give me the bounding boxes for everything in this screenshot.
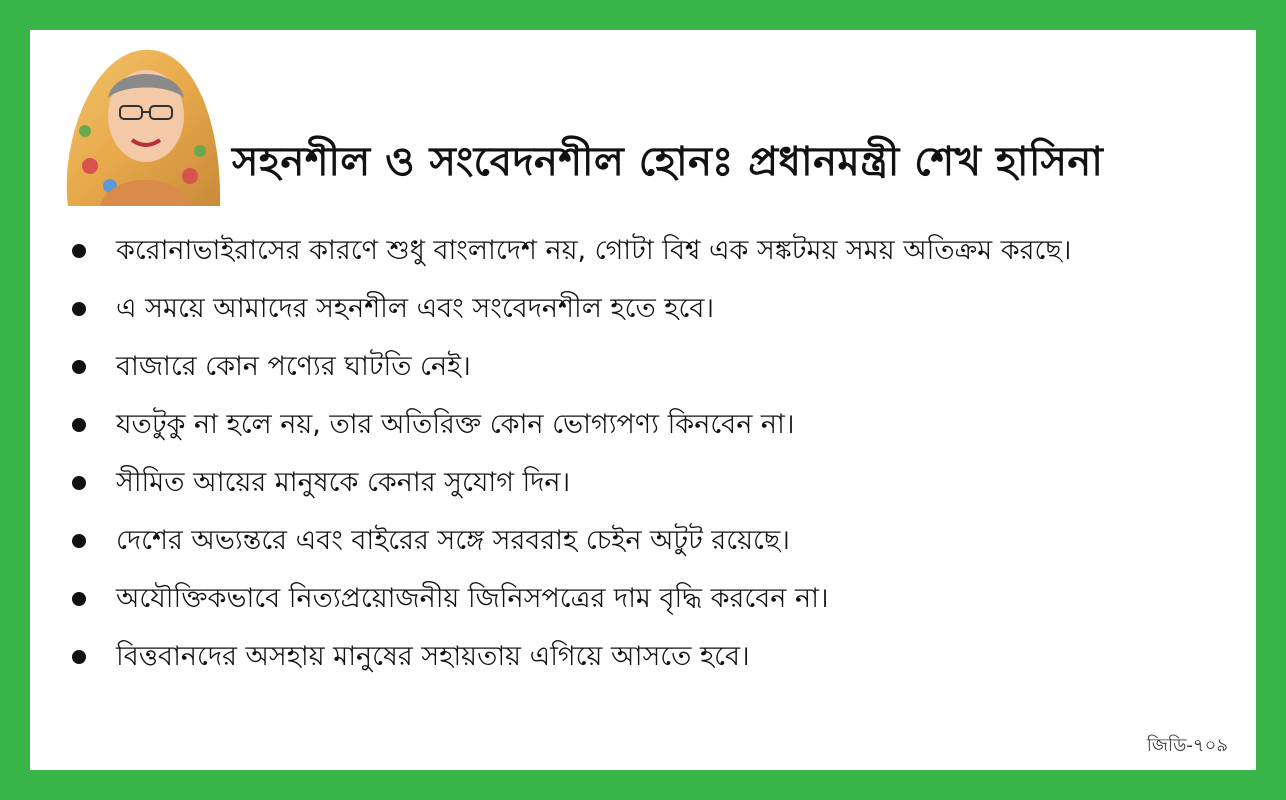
list-item	[66, 286, 1236, 332]
list-item	[66, 634, 1236, 680]
list-item-text: যতটুকু না হলে নয়, তার অতিরিক্ত কোন ভোগ্যপণ্য কিনবেন না।	[116, 409, 795, 440]
bullet-icon	[72, 592, 86, 606]
bullet-icon	[72, 534, 86, 548]
list-item	[66, 344, 1236, 390]
list-item-text: এ সময়ে আমাদের সহনশীল এবং সংবেদনশীল হতে হবে।	[116, 293, 715, 324]
list-item	[66, 518, 1236, 564]
bullet-icon	[72, 302, 86, 316]
bullet-icon	[72, 650, 86, 664]
reference-code: জিডি-৭০৯	[1146, 735, 1228, 756]
bullet-icon	[72, 418, 86, 432]
list-item	[66, 576, 1236, 622]
notice-panel	[30, 30, 1256, 770]
portrait-photo	[50, 36, 232, 206]
list-item	[66, 460, 1236, 506]
bullet-list	[66, 228, 1236, 692]
headline: সহনশীল ও সংবেদনশীল হোনঃ প্রধানমন্ত্রী শেখ হাসিনা	[232, 139, 1104, 185]
list-item-text: সীমিত আয়ের মানুষকে কেনার সুযোগ দিন।	[116, 467, 571, 498]
list-item	[66, 402, 1236, 448]
list-item-text: বাজারে কোন পণ্যের ঘাটতি নেই।	[116, 351, 471, 382]
list-item-text: অযৌক্তিকভাবে নিত্যপ্রয়োজনীয় জিনিসপত্রের দাম বৃদ্ধি করবেন না।	[116, 583, 829, 614]
bullet-icon	[72, 360, 86, 374]
list-item-text: দেশের অভ্যন্তরে এবং বাইরের সঙ্গে সরবরাহ চেইন অটুট রয়েছে।	[116, 525, 790, 556]
list-item-text: বিত্তবানদের অসহায় মানুষের সহায়তায় এগিয়ে আসতে হবে।	[116, 641, 750, 672]
bullet-icon	[72, 476, 86, 490]
bullet-icon	[72, 244, 86, 258]
list-item-text: করোনাভাইরাসের কারণে শুধু বাংলাদেশ নয়, গোটা বিশ্ব এক সঙ্কটময় সময় অতিক্রম করছে।	[116, 235, 1072, 266]
list-item	[66, 228, 1236, 274]
